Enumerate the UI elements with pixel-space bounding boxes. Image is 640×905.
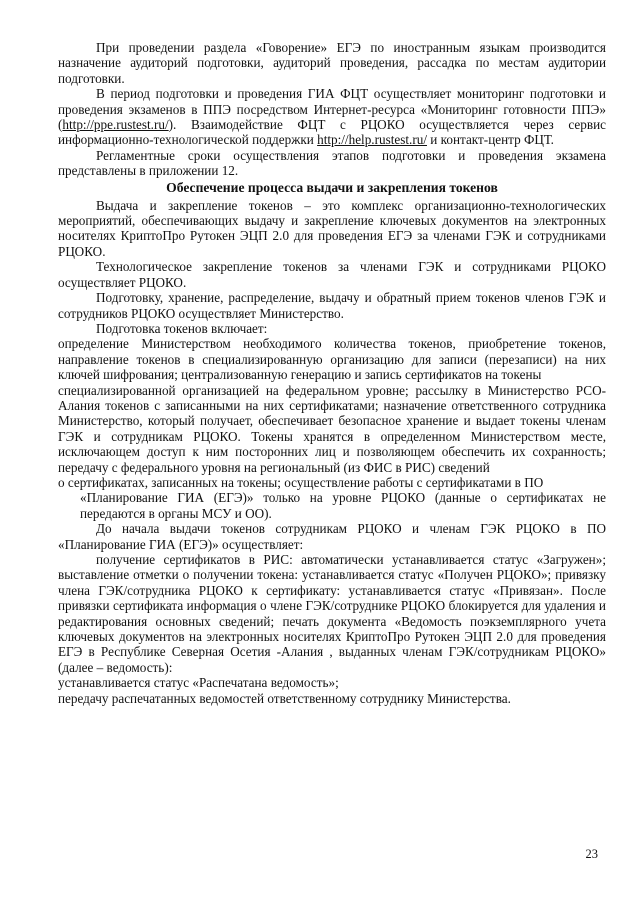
monitoring-text-c: и контакт-центр ФЦТ. (426, 132, 554, 148)
paragraph-speaking-section: При проведении раздела «Говорение» ЕГЭ по иностранным языкам производится назначение аудиторий подготовки, аудиторий проведения, рассадка по местам аудитории подготовки. (58, 40, 606, 86)
paragraph-transfer: передачу распечатанных ведомостей ответственному сотруднику Министерства. (58, 690, 511, 706)
paragraph-certificates: получение сертификатов в РИС: автоматически устанавливается статус «Загружен»; выставление отметки о получении токена: устанавливается статус «Получен РЦОКО»; привязку члена ГЭК/сотрудника РЦОКО к сертификату: устанавливается статус «Привязан». После привязки сертификата информация о члене ГЭК/сотруднике РЦОКО блокируется для удаления и редактирования основных сведений; печать документа «Ведомость поэкземплярного учета ключевых документов на электронных носителях КриптоПро Рутокен ЭЦП 2.0 для проведения ЕГЭ в Республике Северная Осетия -Алания , выданных членам ГЭК/сотрудникам РЦОКО» (далее – ведомость): (58, 552, 606, 675)
section-heading: Обеспечение процесса выдачи и закрепления токенов (166, 179, 498, 195)
monitoring-text-b: ). Взаимодействие ФЦТ с РЦОКО осуществляется через сервис информационно-технологической поддержки (58, 117, 606, 148)
paragraph-token-prep-2: специализированной организацией на федеральном уровне; рассылку в Министерство РСО-Алания токенов с записанными на них сертификатами; назначение ответственного сотрудника Министерство, который получает, обеспечивает безопасное хранение и выдает токены членам ГЭК и сотрудникам РЦОКО. Токены хранятся в определенном Министерством месте, исключающем доступ к ним посторонних лиц и позволяющем обеспечить их сохранность; передачу с федерального уровня на региональный (из ФИС в РИС) сведений (58, 382, 606, 475)
help-link[interactable]: http://help.rustest.ru/ (317, 132, 427, 148)
page-number: 23 (585, 847, 598, 861)
document-body (58, 40, 606, 706)
paragraph-token-prep-1: определение Министерством необходимого количества токенов, приобретение токенов, направление токенов в специализированную организацию для записи (перезаписи) на них ключей шифрования; централизованную генерацию и запись сертификатов на токены (58, 336, 606, 383)
paragraph-token-prep-4: «Планирование ГИА (ЕГЭ)» только на уровне РЦОКО (данные о сертификатах не передаются в органы МСУ и ОО). (80, 490, 606, 521)
paragraph-token-prep-3: о сертификатах, записанных на токены; осуществление работы с сертификатами в ПО (58, 474, 544, 490)
monitoring-text-a: В период подготовки и проведения ГИА ФЦТ осуществляет мониторинг подготовки и проведения экзаменов в ППЭ посредством Интернет-ресурса «Мониторинг готовности ППЭ» ( (58, 86, 606, 133)
paragraph-status-printed: устанавливается статус «Распечатана ведомость»; (58, 675, 339, 691)
ppe-link[interactable]: http://ppe.rustest.ru/ (62, 117, 169, 133)
paragraph-token-binding: Технологическое закрепление токенов за членами ГЭК и сотрудниками РЦОКО осуществляет РЦОКО. (58, 259, 606, 290)
paragraph-deadlines: Регламентные сроки осуществления этапов подготовки и проведения экзамена представлены в приложении 12. (58, 147, 606, 179)
paragraph-token-definition: Выдача и закрепление токенов – это комплекс организационно-технологических мероприятий, обеспечивающих выдачу и закрепление ключевых документов на электронных носителях КриптоПро Рутокен ЭЦП 2.0 для проведения ЕГЭ за членами ГЭК и сотрудниками РЦОКО. (58, 197, 606, 259)
paragraph-token-prep-intro: Подготовка токенов включает: (96, 320, 268, 336)
paragraph-token-handling: Подготовку, хранение, распределение, выдачу и обратный прием токенов членов ГЭК и сотрудников РЦОКО осуществляет Министерство. (58, 290, 606, 321)
paragraph-monitoring (58, 86, 606, 148)
paragraph-before-issue: До начала выдачи токенов сотрудникам РЦОКО и членам ГЭК РЦОКО в ПО «Планирование ГИА (ЕГЭ)» осуществляет: (58, 521, 606, 552)
